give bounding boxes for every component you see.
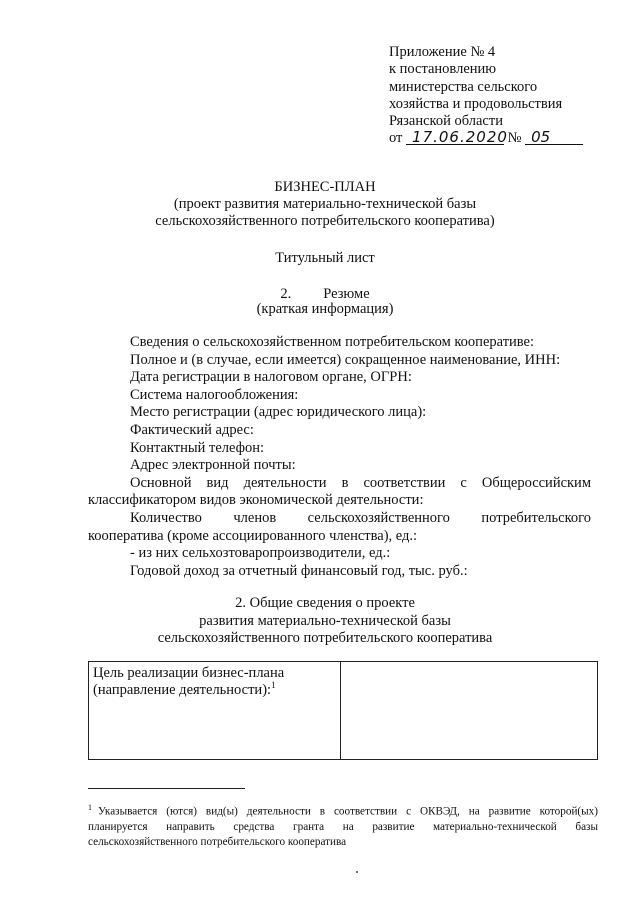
info-line: Дата регистрации в налоговом органе, ОГРН: bbox=[130, 369, 412, 386]
handwritten-number: 05 bbox=[525, 130, 583, 145]
section2-line1: 2. Общие сведения о проекте bbox=[235, 595, 415, 611]
project-goal-table bbox=[88, 661, 598, 760]
appendix-line: министерства сельского bbox=[389, 78, 538, 95]
appendix-line: к постановлению bbox=[389, 61, 497, 78]
resume-subtitle: (краткая информация) bbox=[256, 301, 394, 317]
footnote-mark: 1 bbox=[88, 803, 92, 812]
goal-label-text: (направление деятельности): bbox=[93, 682, 272, 698]
activity-line-cont: классификатором видов экономической деятельности: bbox=[88, 492, 424, 509]
cooperative-info bbox=[88, 334, 591, 580]
members-line: Количество членов сельскохозяйственного потребительского bbox=[130, 509, 591, 526]
scan-speck bbox=[356, 871, 358, 873]
resume-title: Резюме bbox=[323, 286, 370, 302]
appendix-block bbox=[389, 44, 629, 148]
date-prefix: от bbox=[389, 130, 403, 147]
appendix-line: Приложение № 4 bbox=[389, 44, 496, 60]
info-line: Место регистрации (адрес юридического лица): bbox=[130, 404, 427, 421]
resume-number: 2. bbox=[280, 286, 292, 302]
section2-line2: развития материально-технической базы bbox=[199, 612, 451, 629]
members-line-cont: кооператива (кроме ассоциированного членства), ед.: bbox=[88, 527, 418, 544]
appendix-date-line bbox=[389, 130, 629, 147]
section2-heading bbox=[60, 595, 590, 648]
appendix-line: Рязанской области bbox=[389, 113, 503, 130]
info-line: Фактический адрес: bbox=[130, 421, 254, 438]
title-page-heading: Титульный лист bbox=[275, 250, 375, 266]
footnote-separator bbox=[88, 788, 245, 789]
footnote-text: Указывается (ются) вид(ы) деятельности в соответствии с ОКВЭД, на развитие которой(ых) планируется направить средства гранта на развитие материально-технической базы сельскохозяйственного потребительского кооператива bbox=[88, 805, 598, 848]
footnote bbox=[88, 800, 598, 850]
info-line: Адрес электронной почты: bbox=[130, 457, 296, 474]
info-line: Контактный телефон: bbox=[130, 439, 265, 456]
goal-label-cell bbox=[89, 662, 341, 759]
income-line: Годовой доход за отчетный финансовый год, тыс. руб.: bbox=[130, 562, 468, 579]
document-subtitle-line2: сельскохозяйственного потребительского кооператива) bbox=[155, 213, 495, 229]
info-line: Полное и (в случае, если имеется) сокращенное наименование, ИНН: bbox=[130, 351, 561, 368]
document-title: БИЗНЕС-ПЛАН bbox=[274, 179, 376, 195]
goal-label-line1: Цель реализации бизнес-плана bbox=[93, 665, 285, 681]
info-line: Сведения о сельскохозяйственном потребительском кооперативе: bbox=[130, 334, 535, 350]
appendix-line: хозяйства и продовольствия bbox=[389, 95, 563, 112]
goal-value-cell[interactable] bbox=[341, 662, 597, 759]
handwritten-date: 17.06.2020 bbox=[406, 130, 504, 145]
goal-label-line2 bbox=[93, 682, 336, 699]
section2-line3: сельскохозяйственного потребительского кооператива bbox=[157, 630, 493, 646]
activity-line: Основной вид деятельности в соответствии с Общероссийским bbox=[130, 474, 591, 491]
footnote-ref: 1 bbox=[271, 680, 276, 691]
producers-line: - из них сельхозтоваропроизводители, ед.: bbox=[130, 545, 391, 562]
number-prefix: № bbox=[507, 130, 522, 147]
document-subtitle-line1: (проект развития материально-технической базы bbox=[173, 196, 477, 212]
resume-heading bbox=[60, 286, 590, 302]
info-line: Система налогообложения: bbox=[130, 386, 299, 403]
